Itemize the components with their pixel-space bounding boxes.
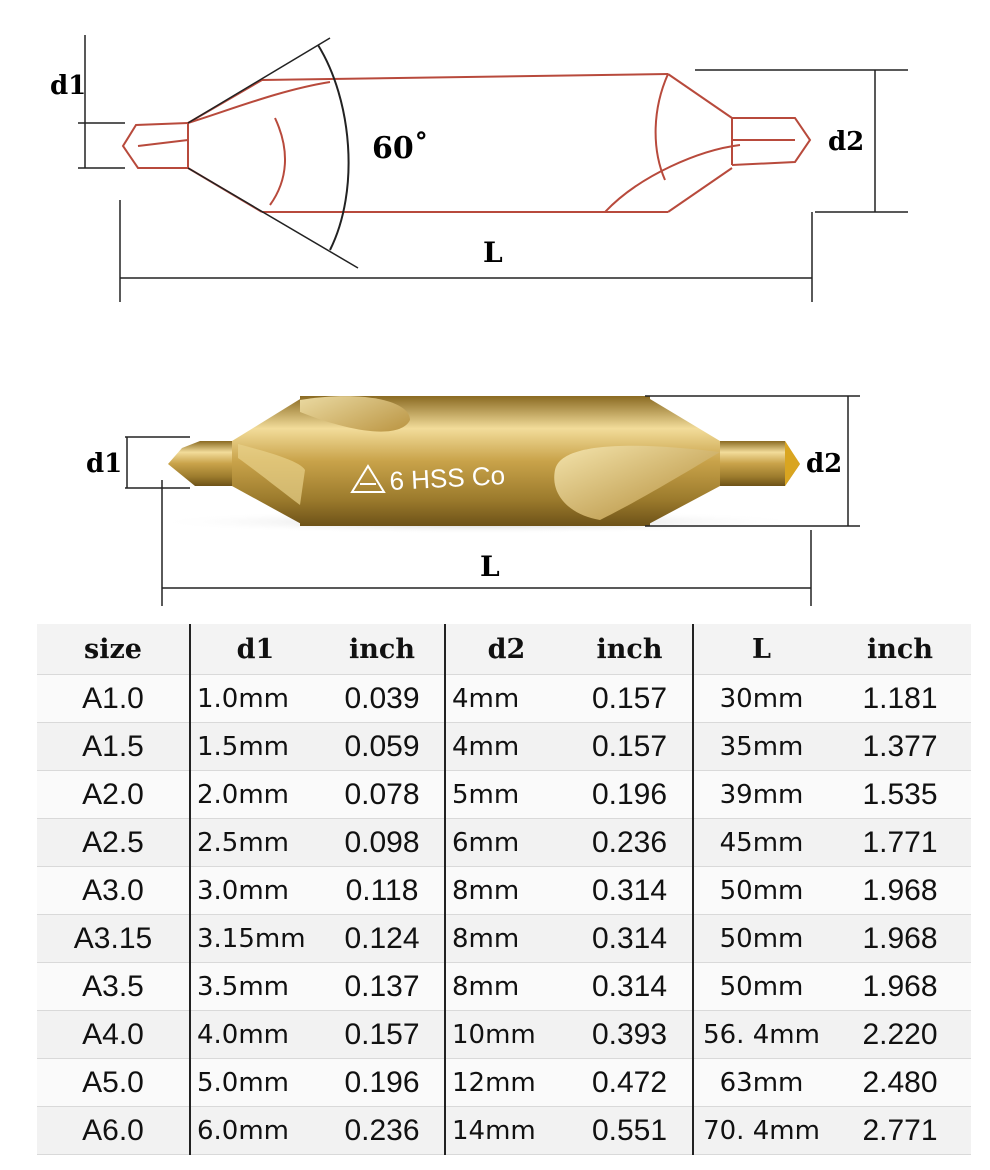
table-cell: 56. 4mm: [693, 1011, 829, 1059]
table-cell: 3.5mm: [190, 963, 320, 1011]
table-cell: A1.5: [37, 723, 190, 771]
table-cell: 50mm: [693, 915, 829, 963]
table-cell: A2.0: [37, 771, 190, 819]
table-cell: 4mm: [445, 723, 567, 771]
table-cell: 3.0mm: [190, 867, 320, 915]
technical-drawing: [0, 0, 990, 320]
table-cell: 1.181: [829, 675, 971, 723]
table-cell: 0.314: [567, 867, 693, 915]
table-cell: 4mm: [445, 675, 567, 723]
table-cell: 1.0mm: [190, 675, 320, 723]
table-row: [37, 723, 971, 771]
table-cell: A2.5: [37, 819, 190, 867]
header-d1: d1: [190, 624, 320, 675]
table-cell: 0.551: [567, 1107, 693, 1155]
table-cell: 1.968: [829, 867, 971, 915]
table-cell: 0.196: [320, 1059, 445, 1107]
table-cell: 0.124: [320, 915, 445, 963]
table-cell: 2.5mm: [190, 819, 320, 867]
table-cell: 0.314: [567, 915, 693, 963]
photo-length-label: L: [480, 550, 500, 583]
table-row: [37, 1059, 971, 1107]
table-cell: 63mm: [693, 1059, 829, 1107]
table-header-row: [37, 624, 971, 675]
table-cell: A1.0: [37, 675, 190, 723]
table-row: [37, 963, 971, 1011]
table-cell: 2.771: [829, 1107, 971, 1155]
table-cell: 0.098: [320, 819, 445, 867]
table-cell: 0.118: [320, 867, 445, 915]
table-cell: 1.5mm: [190, 723, 320, 771]
photo-d2-label: d2: [806, 449, 843, 479]
table-cell: 5mm: [445, 771, 567, 819]
table-cell: 0.472: [567, 1059, 693, 1107]
table-cell: 10mm: [445, 1011, 567, 1059]
header-d2: d2: [445, 624, 567, 675]
table-cell: 1.535: [829, 771, 971, 819]
table-cell: 0.157: [320, 1011, 445, 1059]
product-rendering: [0, 330, 990, 620]
table-cell: 1.377: [829, 723, 971, 771]
table-cell: 0.236: [320, 1107, 445, 1155]
table-cell: A3.0: [37, 867, 190, 915]
header-size: size: [37, 624, 190, 675]
table-cell: 0.314: [567, 963, 693, 1011]
table-cell: 0.078: [320, 771, 445, 819]
header-length: L: [693, 624, 829, 675]
table-cell: 1.968: [829, 963, 971, 1011]
drawing-length-label: L: [483, 236, 503, 269]
drill-outline: [123, 74, 810, 212]
table-cell: 0.137: [320, 963, 445, 1011]
header-d1-inch: inch: [320, 624, 445, 675]
table-cell: 35mm: [693, 723, 829, 771]
table-cell: 0.157: [567, 675, 693, 723]
table-cell: A5.0: [37, 1059, 190, 1107]
table-cell: 45mm: [693, 819, 829, 867]
table-cell: 70. 4mm: [693, 1107, 829, 1155]
table-row: [37, 915, 971, 963]
table-cell: A3.5: [37, 963, 190, 1011]
table-cell: 50mm: [693, 963, 829, 1011]
table-cell: 0.157: [567, 723, 693, 771]
table-cell: 6mm: [445, 819, 567, 867]
table-cell: 4.0mm: [190, 1011, 320, 1059]
table-cell: A4.0: [37, 1011, 190, 1059]
table-cell: 50mm: [693, 867, 829, 915]
table-row: [37, 1107, 971, 1155]
header-d2-inch: inch: [567, 624, 693, 675]
drill-marking: 6 HSS Co: [388, 459, 506, 496]
table-row: [37, 819, 971, 867]
table-cell: 0.393: [567, 1011, 693, 1059]
photo-d1-label: d1: [86, 449, 123, 479]
table-row: [37, 675, 971, 723]
table-cell: 1.771: [829, 819, 971, 867]
table-cell: 1.968: [829, 915, 971, 963]
table-cell: 14mm: [445, 1107, 567, 1155]
table-cell: 5.0mm: [190, 1059, 320, 1107]
drawing-angle-label: 60˚: [372, 131, 429, 166]
table-cell: 0.039: [320, 675, 445, 723]
table-cell: 2.480: [829, 1059, 971, 1107]
table-cell: 12mm: [445, 1059, 567, 1107]
table-cell: 8mm: [445, 963, 567, 1011]
table-row: [37, 867, 971, 915]
table-cell: 39mm: [693, 771, 829, 819]
drawing-d1-label: d1: [50, 71, 87, 101]
table-row: [37, 771, 971, 819]
table-cell: A3.15: [37, 915, 190, 963]
table-cell: 0.059: [320, 723, 445, 771]
table-cell: 3.15mm: [190, 915, 320, 963]
drawing-d2-label: d2: [828, 127, 865, 157]
table-cell: 2.0mm: [190, 771, 320, 819]
table-cell: 30mm: [693, 675, 829, 723]
table-cell: A6.0: [37, 1107, 190, 1155]
table-cell: 8mm: [445, 867, 567, 915]
size-spec-table: [37, 624, 971, 1155]
header-length-inch: inch: [829, 624, 971, 675]
table-cell: 6.0mm: [190, 1107, 320, 1155]
table-row: [37, 1011, 971, 1059]
table-cell: 0.196: [567, 771, 693, 819]
table-cell: 0.236: [567, 819, 693, 867]
table-cell: 8mm: [445, 915, 567, 963]
table-cell: 2.220: [829, 1011, 971, 1059]
